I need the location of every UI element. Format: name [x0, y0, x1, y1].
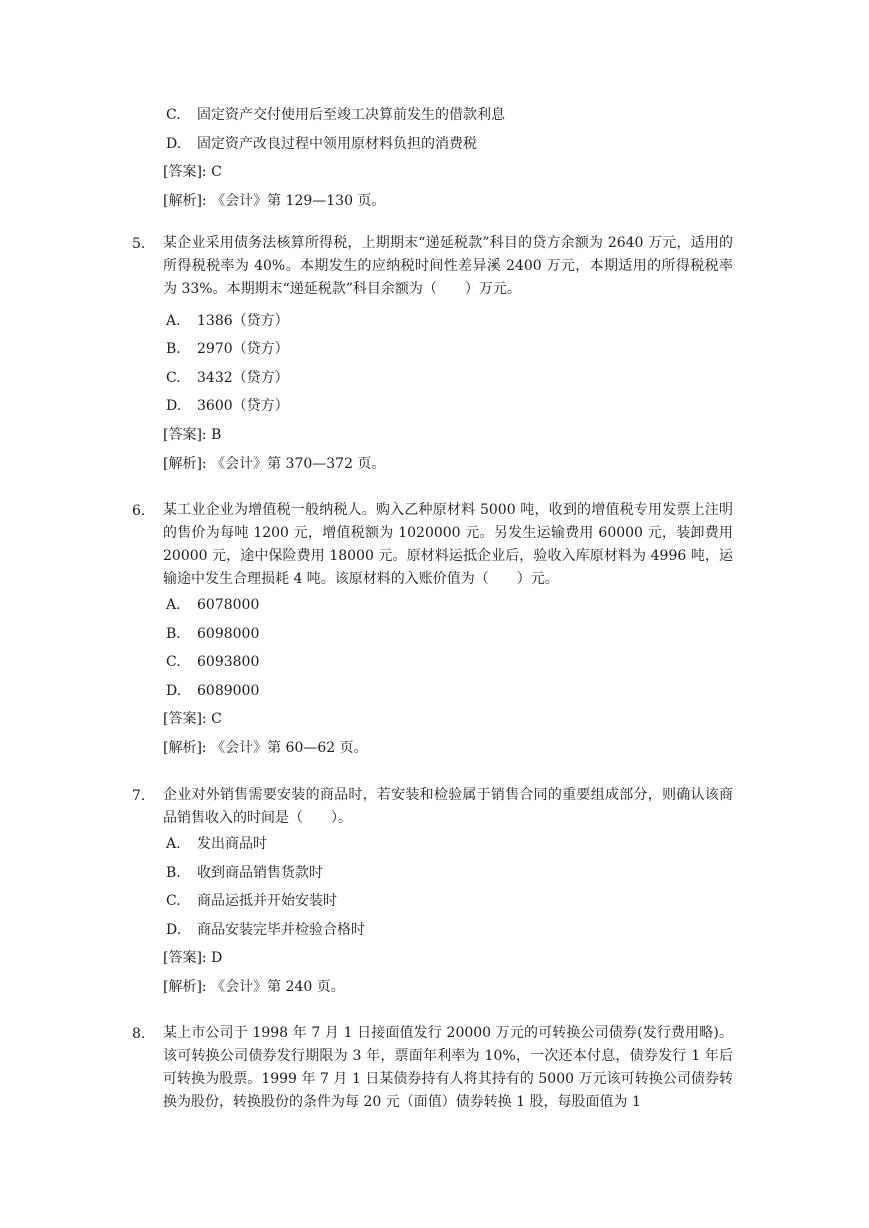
- question-number: 7.: [132, 788, 146, 804]
- question-number: 5.: [132, 236, 146, 252]
- question-text: 企业对外销售需要安装的商品时，若安装和检验属于销售合同的重要组成部分，则确认该商品销售收入的时间是（ ）。: [163, 787, 733, 826]
- question-number: 8.: [132, 1026, 146, 1042]
- question-text: 某上市公司于 1998 年 7 月 1 日接面值发行 20000 万元的可转换公司债券(发行费用略)。该可转换公司债券发行期限为 3 年，票面年利率为 10%，一次还本付息，债券发行 1 年后可转换为股票。1999 年 7 月 1 日某债券持有人将其持有的 5000 万元该可转换公司债券转换为股份，转换股份的条件为每 20 元（面值）债券转换 1 股，每股面值为 1: [163, 1025, 733, 1110]
- question-text: 某工业企业为增值税一般纳税人。购入乙种原材料 5000 吨，收到的增值税专用发票上注明的售价为每吨 1200 元，增值税额为 1020000 元。另发生运输费用 60000 元，装卸费用 20000 元，途中保险费用 18000 元。原材料运抵企业后，验收入库原材料为 4996 吨，运输途中发生合理损耗 4 吨。该原材料的入账价值为（ ）元。: [163, 502, 733, 587]
- question-number: 6.: [132, 503, 146, 519]
- document-page: C. 固定资产交付使用后至竣工决算前发生的借款利息 D. 固定资产改良过程中领用原材料负担的消费税 [答案]: C [解析]: 《会计》第 129—130 页。 5. 某企业采用债务法核算所得税，上期期末“递延税款”科目的贷方余额为 2640 万元，适用的所得税税率为 40%。本期发生的应纳税时间性差异溪 2400 万元，本期适用的所得税税率为 33%。本期期末“递延税款”科目余额为（ ）万元。 A. 1386（贷方） B. 2970（贷方） C. 3432（贷方） D. 3600（贷方） [答案]: B [解析]: 《会计》第 370—372 页。 6. 某工业企业为增值税一般纳税人。购入乙种原材料 5000 吨，收到的增值税专用发票上注明的售价为每吨 1200 元，增值税额为 1020000 元。另发生运输费用 60000 元，装卸费用 20000 元，途中保险费用 18000 元。原材料运抵企业后，验收入库原材料为 4996 吨，运输途中发生合理损耗 4 吨。该原材料的入账价值为（ ）元。 A. 6078000 B. 6098000 C. 6093800 D. 6089000 [答案]: C [解析]: 《会计》第 60—62 页。 7. 企业对外销售需要安装的商品时，若安装和检验属于销售合同的重要组成部分，则确认该商品销售收入的时间是（ ）。 A. 发出商品时 B. 收到商品销售货款时 C. 商品运抵并开始安装时 D. 商品安装完毕并检验合格时 [答案]: D [解析]: 《会计》第 240 页。 8. 某上市公司于 1998 年 7 月 1 日接面值发行 20000 万元的可转换公司债券(发行费用略)。该可转换公司债券发行期限为 3 年，票面年利率为 10%，一次还本付息，债券发行 1 年后可转换为股票。1999 年 7 月 1 日某债券持有人将其持有的 5000 万元该可转换公司债券转换为股份，转换股份的条件为每 20 元（面值）债券转换 1 股，每股面值为 1: [0, 0, 869, 1228]
- question-text: 某企业采用债务法核算所得税，上期期末“递延税款”科目的贷方余额为 2640 万元，适用的所得税税率为 40%。本期发生的应纳税时间性差异溪 2400 万元，本期适用的所得税税率为 33%。本期期末“递延税款”科目余额为（ ）万元。: [163, 235, 733, 297]
